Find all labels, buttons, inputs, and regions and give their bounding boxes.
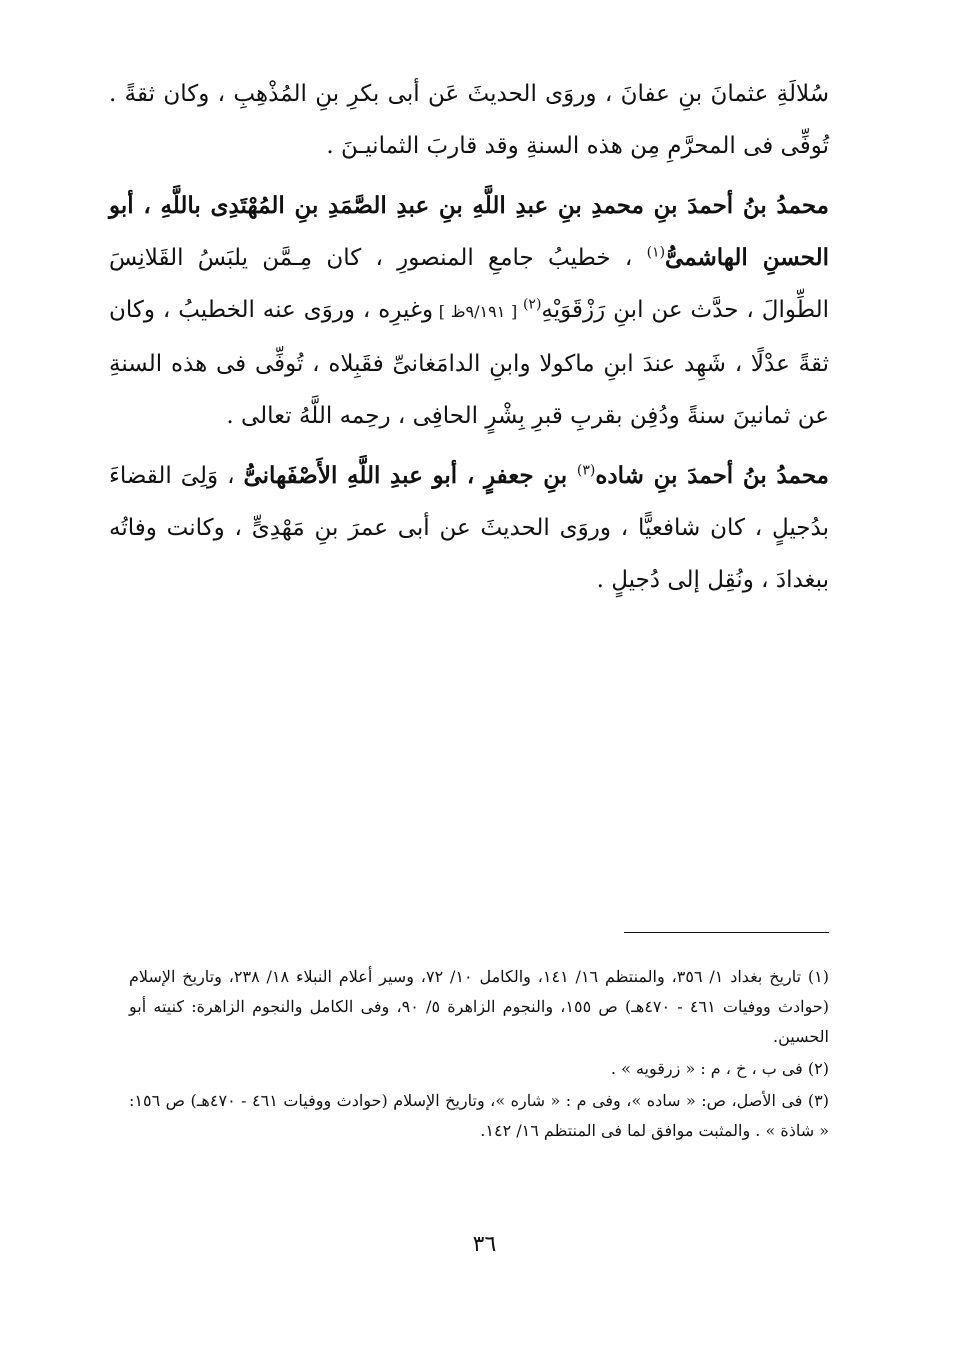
footnote-3: (٣) فى الأصل، ص: « ساده »، وفى م : « شاره »، وتاريخ الإسلام (حوادث ووفيات ٤٦١ - ٤٧٠هـ) ص ١٥٦: « شاذة » . والمثبت موافق لما فى المنتظم ١٦/ ١٤٢. — [129, 1091, 829, 1140]
entry-heading-1: محمدُ بنُ أحمدَ بنِ محمدِ بنِ عبدِ اللَّهِ بنِ عبدِ الصَّمَدِ بنِ المُهْتَدِى باللَّهِ ، أبو الحسنِ الهاشمىُّ — [109, 192, 829, 271]
entry-heading-2a: محمدُ بنُ أحمدَ بنِ شاده — [595, 462, 829, 489]
page-number: ٣٦ — [472, 1232, 497, 1257]
entry-text-1b: وغيرِه ، وروَى عنه الخطيبُ ، وكان ثقةً عدْلًا ، شَهِد عندَ ابنِ ماكولا وابنِ الدامَغانىِّ فقَبِلاه ، تُوفِّى فى هذه السنةِ عن ثمانينَ سنةً ودُفِن بقربِ قبرِ بِشْرٍ الحافِى ، رحِمه اللَّهُ تعالى . — [109, 297, 829, 429]
paragraph-1: سُلالَةِ عثمانَ بنِ عفانَ ، وروَى الحديثَ عَن أبى بكرِ بنِ المُذْهِبِ ، وكان ثقةً . تُوفِّى فى المحرَّمِ مِن هذه السنةِ وقد قاربَ الثمانيـنَ . — [109, 81, 829, 159]
footnote-divider — [624, 932, 829, 933]
footnote-2: (٢) فى ب ، خ ، م : « زرقويه » . — [610, 1059, 829, 1078]
footnote-ref-1[interactable]: (١) — [646, 244, 666, 261]
paragraph-3 — [109, 450, 829, 606]
entry-text-2: ، وَلِىَ القضاءَ بدُجيلٍ ، كان شافعيًّا ، وروَى الحديثَ عن أبى عمرَ بنِ مَهْدِىٍّ ، وكانت وفاتُه ببغدادَ ، ونُقِل إلى دُجيلٍ . — [109, 463, 829, 593]
folio-marker: [ ٩/١٩١ظ ] — [433, 302, 523, 321]
footnote-ref-2[interactable]: (٢) — [522, 296, 542, 313]
entry-text-1a: ، خطيبُ جامعِ المنصورِ ، كان مِـمَّن يلبَسُ القَلانِسَ الطِّوالَ ، حدَّث عن ابنِ رَزْقَوَيْهِ — [109, 245, 829, 323]
footnote-1: (١) تاريخ بغداد ١/ ٣٥٦، والمنتظم ١٦/ ١٤١، والكامل ١٠/ ٧٢، وسير أعلام النبلاء ١٨/ ٢٣٨، وتاريخ الإسلام (حوادث ووفيات ٤٦١ - ٤٧٠هـ) ص ١٥٥، والنجوم الزاهرة ٥/ ٩٠، وفى الكامل والنجوم الزاهرة: كنيته أبو الحسين. — [129, 967, 830, 1046]
main-text — [109, 68, 829, 614]
entry-heading-2b: بنِ جعفرٍ ، أبو عبدِ اللَّهِ الأَصْفَهانىُّ — [243, 462, 577, 489]
footnotes — [129, 962, 829, 1148]
footnote-ref-3[interactable]: (٣) — [576, 462, 596, 479]
paragraph-2 — [109, 180, 829, 442]
